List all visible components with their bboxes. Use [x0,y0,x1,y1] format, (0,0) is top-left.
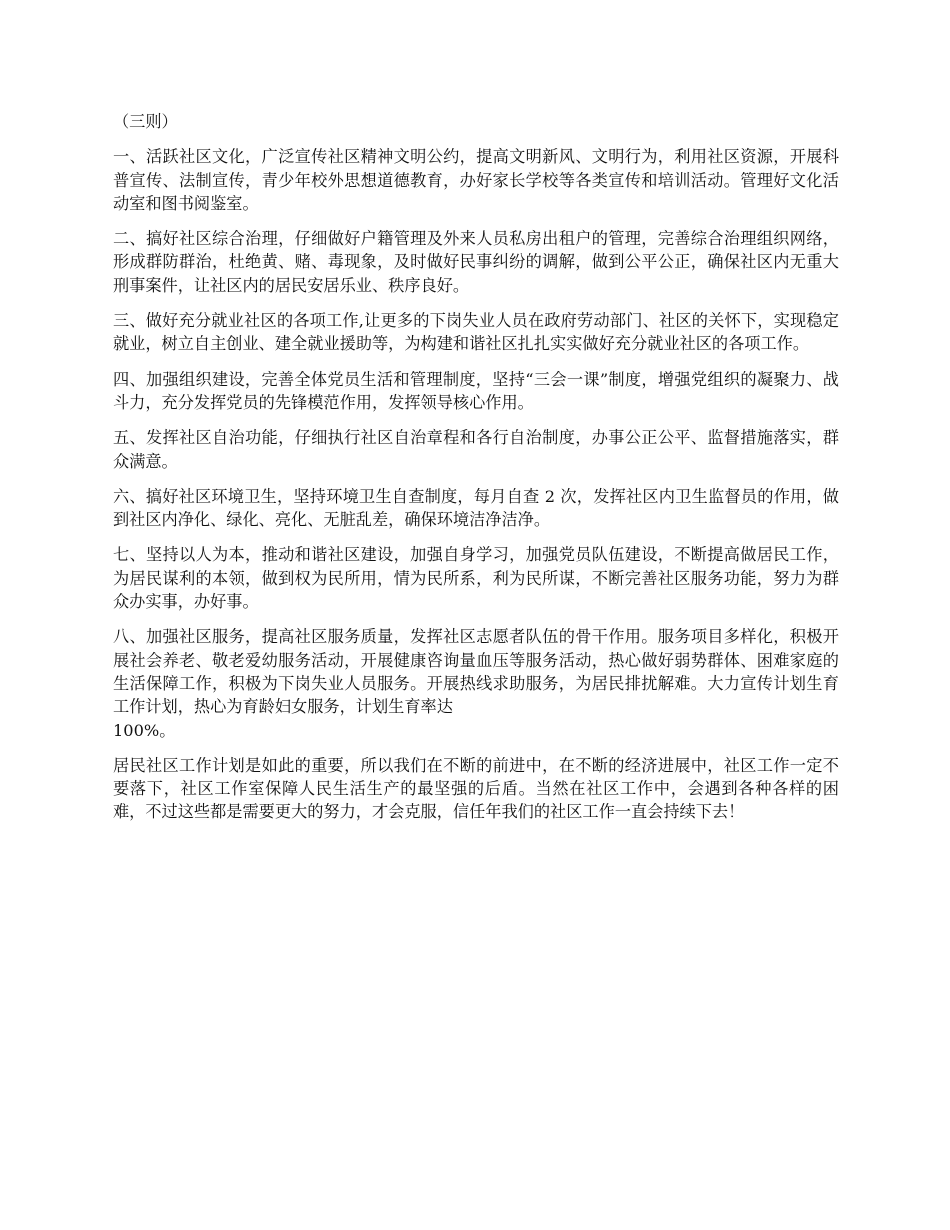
paragraph-3: 三、做好充分就业社区的各项工作,让更多的下岗失业人员在政府劳动部门、社区的关怀下，实现稳定就业，树立自主创业、建全就业援助等，为构建和谐社区扎扎实实做好充分就业社区的各项工作。 [113,311,839,354]
paragraph-7: 七、坚持以人为本，推动和谐社区建设，加强自身学习，加强党员队伍建设，不断提高做居民工作，为居民谋利的本领，做到权为民所用，情为民所系，利为民所谋，不断完善社区服务功能，努力为群众办实事，办好事。 [113,545,839,612]
paragraph-2: 二、搞好社区综合治理，仔细做好户籍管理及外来人员私房出租户的管理，完善综合治理组织网络，形成群防群治，杜绝黄、赌、毒现象，及时做好民事纠纷的调解，做到公平公正，确保社区内无重大刑事案件，让社区内的居民安居乐业、秩序良好。 [113,229,839,295]
paragraph-6: 六、搞好社区环境卫生，坚持环境卫生自查制度，每月自查 2 次，发挥社区内卫生监督员的作用，做到社区内净化、绿化、亮化、无脏乱差，确保环境洁净洁净。 [113,486,839,530]
paragraph-1: 一、活跃社区文化，广泛宣传社区精神文明公约，提高文明新风、文明行为，利用社区资源，开展科普宣传、法制宣传，青少年校外思想道德教育，办好家长学校等各类宣传和培训活动。管理好文化活动室和图书阅鉴室。 [113,147,839,213]
document-heading: （三则） [113,112,178,131]
paragraph-5: 五、发挥社区自治功能，仔细执行社区自治章程和各行自治制度，办事公正公平、监督措施落实，群众满意。 [113,428,839,471]
document-body [113,110,839,836]
paragraph-8: 八、加强社区服务，提高社区服务质量，发挥社区志愿者队伍的骨干作用。服务项目多样化，积极开展社会养老、敬老爱幼服务活动，开展健康咨询量血压等服务活动，热心做好弱势群体、困难家庭的生活保障工作，积极为下岗失业人员服务。开展热线求助服务，为居民排扰解难。大力宣传计划生育工作计划，热心为育龄妇女服务，计划生育率达 100%。 [113,627,839,740]
paragraph-4: 四、加强组织建设，完善全体党员生活和管理制度，坚持“三会一课”制度，增强党组织的凝聚力、战斗力，充分发挥党员的先锋模范作用，发挥领导核心作用。 [113,369,839,412]
paragraph-conclusion: 居民社区工作计划是如此的重要，所以我们在不断的前进中，在不断的经济进展中，社区工作一定不要落下，社区工作室保障人民生活生产的最坚强的后盾。当然在社区工作中，会遇到各种各样的困难，不过这些都是需要更大的努力，才会克服，信任年我们的社区工作一直会持续下去！ [113,755,839,822]
